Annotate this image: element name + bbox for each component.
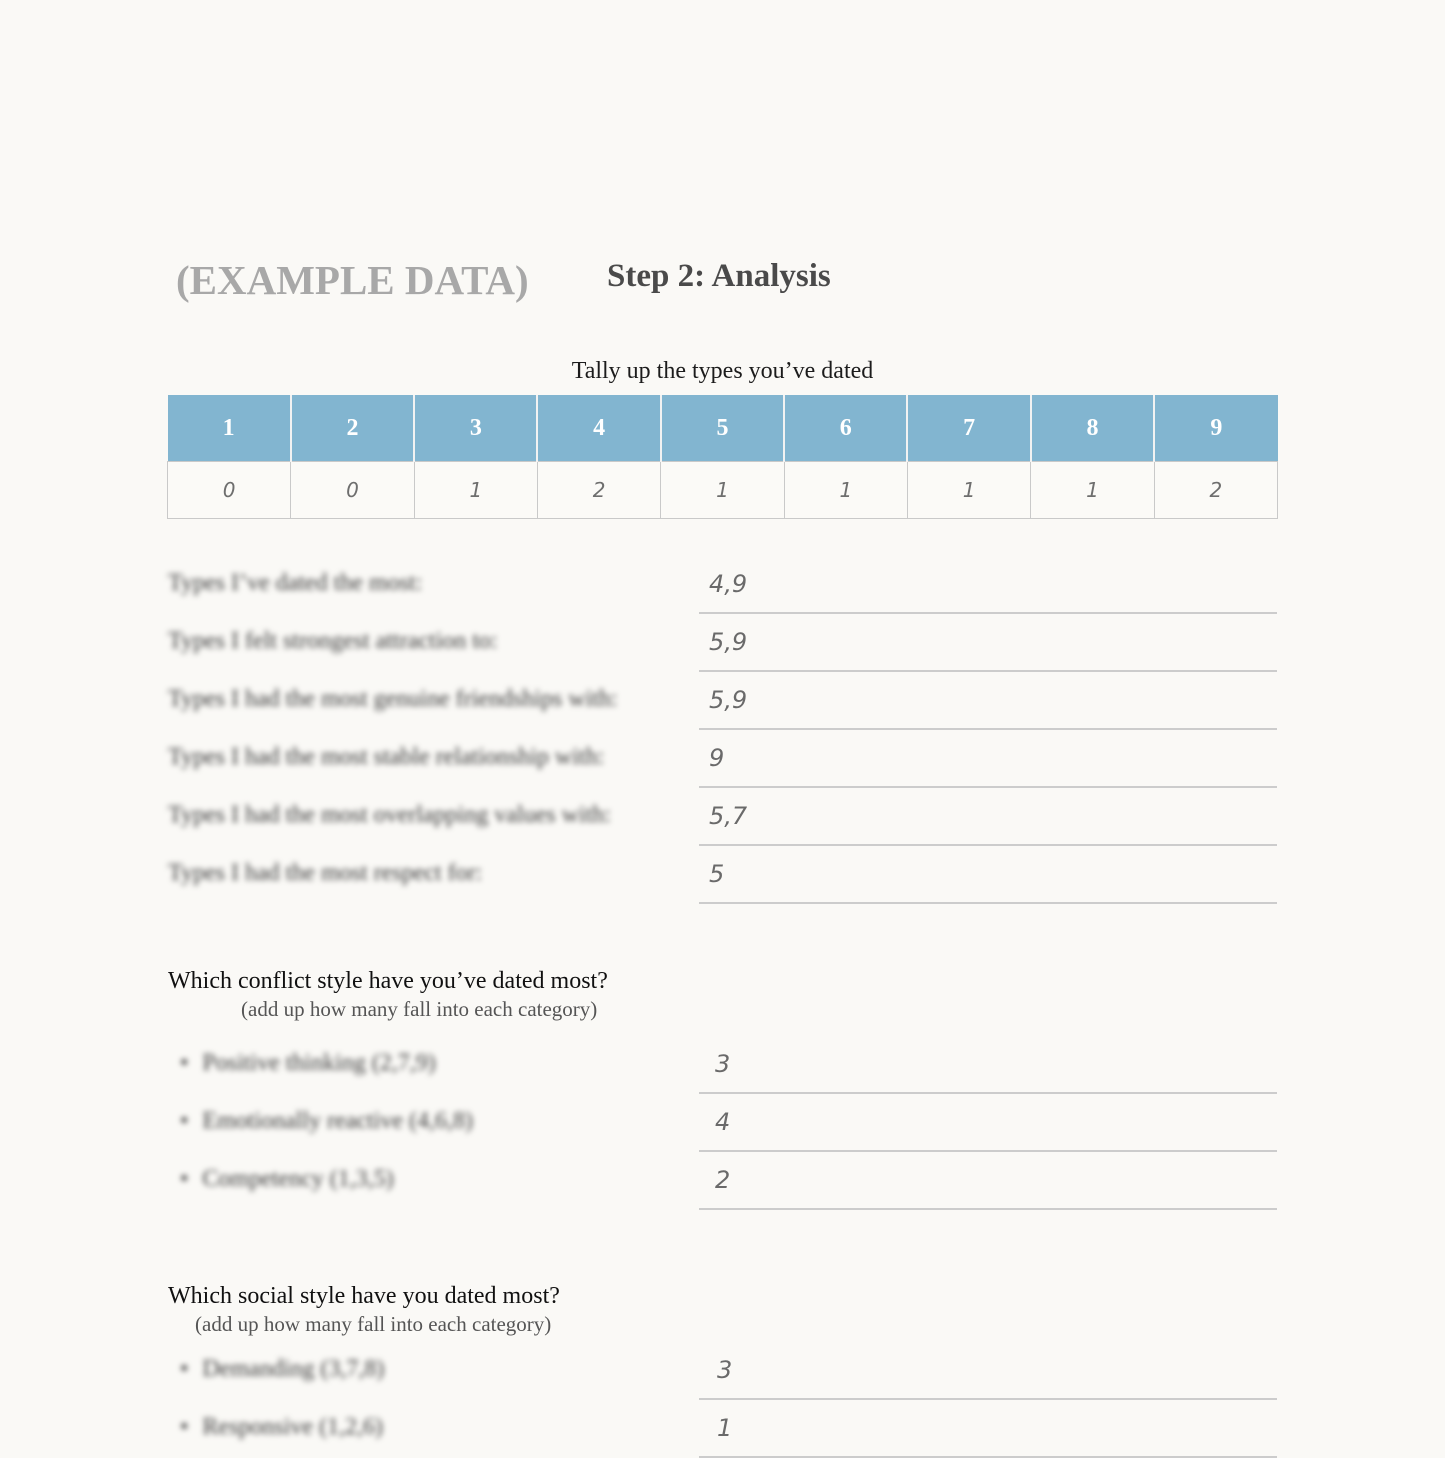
conflict-label: • Emotionally reactive (4,6,8) [180, 1108, 473, 1135]
answer-value: 5,7 [709, 802, 748, 830]
social-subheading: (add up how many fall into each category) [195, 1312, 552, 1336]
answer-value: 4 [715, 1108, 731, 1136]
tally-count-9[interactable]: 2 [1154, 462, 1277, 519]
question-label: Types I had the most genuine friendships with: [168, 686, 618, 712]
conflict-row [168, 1094, 1278, 1152]
question-label: Types I had the most stable relationship with: [168, 744, 605, 770]
question-row [168, 730, 1278, 788]
answer-field[interactable] [699, 614, 1277, 672]
tally-count-5[interactable]: 1 [661, 462, 784, 519]
type-header-6: 6 [784, 395, 907, 462]
social-heading: Which social style have you dated most? [168, 1283, 560, 1309]
answer-value: 5,9 [709, 686, 748, 714]
answer-field[interactable] [699, 1342, 1277, 1400]
question-row [168, 672, 1278, 730]
tally-count-2[interactable]: 0 [291, 462, 414, 519]
type-header-2: 2 [291, 395, 414, 462]
type-header-5: 5 [661, 395, 784, 462]
answer-field[interactable] [699, 1400, 1277, 1458]
social-label: • Demanding (3,7,8) [180, 1356, 384, 1383]
tally-table [167, 395, 1278, 519]
question-row [168, 846, 1278, 904]
conflict-heading: Which conflict style have you’ve dated most? [168, 968, 608, 994]
social-row [168, 1342, 1278, 1400]
type-header-9: 9 [1154, 395, 1277, 462]
conflict-row [168, 1152, 1278, 1210]
answer-value: 4,9 [709, 570, 748, 598]
answer-value: 2 [715, 1166, 731, 1194]
conflict-row [168, 1036, 1278, 1094]
answer-value: 1 [717, 1414, 733, 1442]
question-row [168, 556, 1278, 614]
answer-field[interactable] [699, 1036, 1277, 1094]
tally-count-3[interactable]: 1 [414, 462, 537, 519]
page-title: Step 2: Analysis [607, 258, 831, 294]
answer-field[interactable] [699, 672, 1277, 730]
tally-count-row [168, 462, 1278, 519]
social-label: • Responsive (1,2,6) [180, 1414, 383, 1441]
question-row [168, 614, 1278, 672]
question-label: Types I had the most respect for: [168, 860, 483, 886]
answer-field[interactable] [699, 846, 1277, 904]
answer-field[interactable] [699, 1094, 1277, 1152]
tally-count-4[interactable]: 2 [537, 462, 660, 519]
type-header-4: 4 [537, 395, 660, 462]
question-label: Types I felt strongest attraction to: [168, 628, 498, 654]
question-row [168, 788, 1278, 846]
type-header-7: 7 [907, 395, 1030, 462]
answer-field[interactable] [699, 1152, 1277, 1210]
conflict-label: • Positive thinking (2,7,9) [180, 1050, 436, 1077]
tally-caption: Tally up the types you’ve dated [571, 358, 874, 384]
tally-count-7[interactable]: 1 [907, 462, 1030, 519]
answer-value: 5,9 [709, 628, 748, 656]
answer-field[interactable] [699, 556, 1277, 614]
tally-count-1[interactable]: 0 [168, 462, 291, 519]
question-label: Types I had the most overlapping values with: [168, 802, 611, 828]
type-header-1: 1 [168, 395, 291, 462]
example-data-label: (EXAMPLE DATA) [176, 257, 529, 303]
conflict-subheading: (add up how many fall into each category) [241, 997, 598, 1021]
answer-value: 3 [717, 1356, 733, 1384]
tally-count-8[interactable]: 1 [1031, 462, 1154, 519]
conflict-label: • Competency (1,3,5) [180, 1166, 394, 1193]
social-row [168, 1400, 1278, 1458]
tally-count-6[interactable]: 1 [784, 462, 907, 519]
type-header-8: 8 [1031, 395, 1154, 462]
question-label: Types I’ve dated the most: [168, 570, 423, 596]
answer-field[interactable] [699, 730, 1277, 788]
answer-value: 3 [715, 1050, 731, 1078]
tally-header-row [168, 395, 1278, 462]
answer-value: 5 [709, 860, 725, 888]
answer-value: 9 [709, 744, 725, 772]
type-header-3: 3 [414, 395, 537, 462]
answer-field[interactable] [699, 788, 1277, 846]
